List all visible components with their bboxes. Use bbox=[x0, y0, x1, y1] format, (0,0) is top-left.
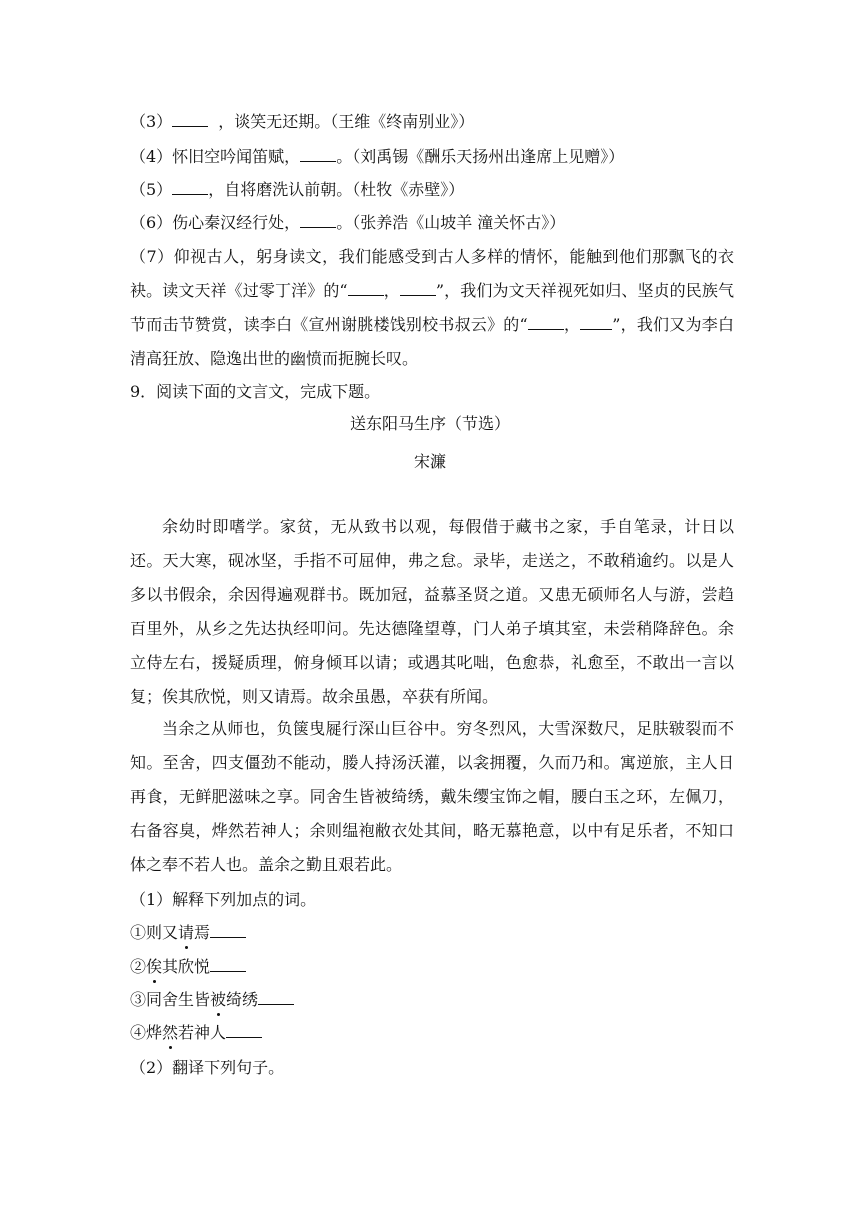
item-7 bbox=[130, 240, 734, 376]
word-item-3-text-b: 绮绣 bbox=[226, 990, 259, 1009]
word-item-1-text-a: ①则又 bbox=[130, 923, 179, 942]
item-7-text-d: ， bbox=[563, 315, 581, 334]
passage-author: 宋濂 bbox=[413, 452, 446, 471]
answer-blank bbox=[528, 315, 564, 330]
sub-question-2: （2）翻译下列句子。 bbox=[130, 1058, 285, 1077]
answer-blank bbox=[210, 923, 246, 938]
passage-paragraph-1: 余幼时即嗜学。家贫，无从致书以观，每假借于藏书之家，手自笔录，计日以还。天大寒，砚冰坚，手指不可屈伸，弗之怠。录毕，走送之，不敢稍逾约。以是人多以书假余，余因得遍观群书。既加冠，益慕圣贤之道。又患无硕师名人与游，尝趋百里外，从乡之先达执经叩问。先达德隆望尊，门人弟子填其室，未尝稍降辞色。余立侍左右，援疑质理，俯身倾耳以请；或遇其叱咄，色愈恭，礼愈至，不敢出一言以复；俟其欣悦，则又请焉。故余虽愚，卒获有所闻。 bbox=[130, 517, 734, 706]
passage-title: 送东阳马生序（节选） bbox=[349, 414, 510, 433]
item-7-text-b: ， bbox=[383, 281, 400, 300]
item-6 bbox=[130, 212, 565, 234]
item-4-prefix: （4）怀旧空吟闻笛赋， bbox=[130, 147, 301, 166]
word-item-2 bbox=[130, 956, 246, 978]
item-6-prefix: （6）伤心秦汉经行处， bbox=[130, 213, 301, 232]
emphasis-dot-word: 被 bbox=[210, 990, 227, 1009]
item-7-text-a: （7）仰视古人，躬身读文，我们能感受到古人多样的情怀，能触到他们那飘飞的衣袂。读文天祥《过零丁洋》的“ bbox=[130, 247, 734, 300]
passage-paragraph-2: 当余之从师也，负箧曳屣行深山巨谷中。穷冬烈风，大雪深数尺，足肤皲裂而不知。至舍，四支僵劲不能动，媵人持汤沃灌，以衾拥覆，久而乃和。寓逆旅，主人日再食，无鲜肥滋味之享。同舍生皆被绮绣，戴朱缨宝饰之帽，腰白玉之环，左佩刀，右备容臭，烨然若神人；余则缊袍敝衣处其间，略无慕艳意，以中有足乐者，不知口体之奉不若人也。盖余之勤且艰若此。 bbox=[130, 719, 734, 874]
item-3 bbox=[130, 111, 474, 133]
word-item-1-text-b: 焉 bbox=[194, 923, 211, 942]
sub-question-1: （1）解释下列加点的词。 bbox=[130, 890, 317, 909]
item-5 bbox=[130, 179, 464, 201]
word-item-4-text-b: 若神人 bbox=[178, 1023, 227, 1042]
answer-blank bbox=[226, 1023, 262, 1038]
answer-blank bbox=[400, 281, 436, 296]
word-item-4-text-a: ④烨 bbox=[130, 1023, 163, 1042]
item-3-prefix: （3） bbox=[130, 112, 173, 131]
answer-blank bbox=[580, 315, 612, 330]
answer-blank bbox=[300, 147, 336, 162]
answer-blank bbox=[172, 112, 208, 127]
word-item-1 bbox=[130, 922, 246, 944]
word-item-2-text-b: 其欣悦 bbox=[162, 957, 211, 976]
item-4-suffix: 。（刘禹锡《酬乐天扬州出逢席上见赠》） bbox=[336, 147, 625, 166]
item-5-prefix: （5） bbox=[130, 180, 173, 199]
word-item-4 bbox=[130, 1022, 262, 1044]
answer-blank bbox=[210, 957, 246, 972]
word-item-2-text-a: ② bbox=[130, 957, 147, 976]
item-7-text-c: ”，我们为文天祥视死如归、坚贞的民族气节而击节赞赏，读李白《宣州谢朓楼饯别校书叔云》的“ bbox=[130, 281, 734, 334]
emphasis-dot-word: 俟 bbox=[146, 957, 163, 976]
item-3-suffix: ，谈笑无还期。（王维《终南别业》） bbox=[218, 112, 475, 131]
item-5-suffix: ，自将磨洗认前朝。（杜牧《赤壁》） bbox=[208, 180, 465, 199]
word-item-3-text-a: ③同舍生皆 bbox=[130, 990, 211, 1009]
answer-blank bbox=[258, 990, 294, 1005]
item-6-suffix: 。（张养浩《山坡羊 潼关怀古》） bbox=[336, 213, 566, 232]
question-9-prompt: 9．阅读下面的文言文，完成下题。 bbox=[130, 382, 381, 401]
emphasis-dot-word: 然 bbox=[162, 1023, 179, 1042]
item-7-text-e: ”，我们又为李白清高狂放、隐逸出世的幽愤而扼腕长叹。 bbox=[130, 315, 734, 368]
answer-blank bbox=[172, 180, 208, 195]
item-4 bbox=[130, 146, 624, 168]
answer-blank bbox=[348, 281, 384, 296]
word-item-3 bbox=[130, 989, 294, 1011]
emphasis-dot-word: 请 bbox=[178, 923, 195, 942]
answer-blank bbox=[300, 213, 336, 228]
